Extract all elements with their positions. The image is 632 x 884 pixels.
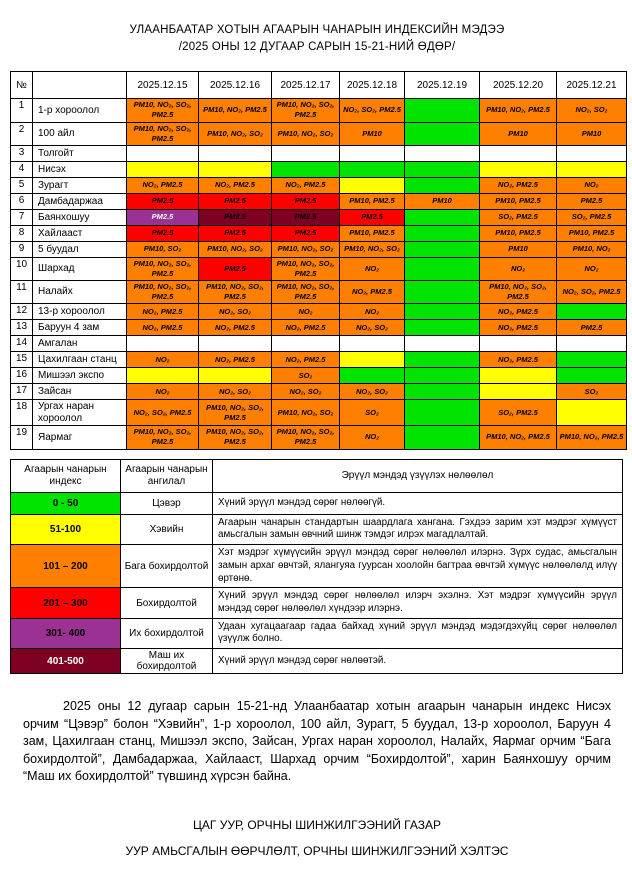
aqi-cell: NO₂, PM2.5 [199, 352, 272, 368]
station-name: Баруун 4 зам [33, 320, 127, 336]
aqi-cell: PM10, NO₂ [557, 241, 627, 257]
aqi-cell: NO₂ [340, 257, 405, 280]
station-number: 16 [11, 368, 33, 384]
aqi-cell [127, 368, 199, 384]
station-number: 17 [11, 384, 33, 400]
aqi-header-row [11, 72, 627, 99]
aqi-cell: PM2.5 [199, 209, 272, 225]
aqi-cell: NO₂, SO₂ [199, 304, 272, 320]
legend-effect: Хэт мэдрэг хүмүүсийн эрүүл мэндэд сөрөг нөлөөлөл илэрнэ. Зүрх судас, амьсгалын замын архаг өвчтэй, ялангуяа гуурсан хоолойн багтраа өвчтэй хүмүүс нөлөөлөлд илүү өртөнө. [213, 545, 623, 588]
aqi-cell: PM10, PM2.5 [340, 225, 405, 241]
aqi-cell: PM2.5 [340, 209, 405, 225]
aqi-cell [405, 304, 480, 320]
legend-effect: Удаан хугацаагаар гадаа байхад хүний эрүүл мэндэд мэдэгдэхүйц сөрөг нөлөөлөл үзүүлж болно. [213, 618, 623, 648]
aqi-cell: NO₂, SO₂, PM2.5 [127, 400, 199, 426]
aqi-cell: PM10, SO₂ [127, 241, 199, 257]
aqi-cell [340, 368, 405, 384]
legend-category: Бага бохирдолтой [121, 545, 213, 588]
aqi-legend-table [10, 459, 623, 675]
col-header-date: 2025.12.16 [199, 72, 272, 99]
aqi-row [11, 145, 627, 161]
aqi-cell: PM2.5 [272, 193, 340, 209]
station-number: 14 [11, 336, 33, 352]
aqi-cell: PM10, NO₂, SO₂, PM2.5 [127, 257, 199, 280]
aqi-cell: PM10, NO₂, SO₂ [272, 400, 340, 426]
legend-range: 101 – 200 [11, 545, 121, 588]
aqi-cell: NO₂ [340, 426, 405, 449]
legend-col-effect: Эрүүл мэндэд үзүүлэх нөлөөлөл [213, 459, 623, 492]
aqi-cell [340, 145, 405, 161]
aqi-row [11, 426, 627, 449]
station-number: 13 [11, 320, 33, 336]
legend-range: 401-500 [11, 649, 121, 674]
aqi-cell [480, 336, 557, 352]
station-name: 5 буудал [33, 241, 127, 257]
aqi-cell: PM10, PM2.5 [480, 193, 557, 209]
aqi-cell: SO₂, PM2.5 [480, 400, 557, 426]
aqi-cell [405, 281, 480, 304]
aqi-cell [405, 257, 480, 280]
station-name: Зайсан [33, 384, 127, 400]
summary-paragraph: 2025 оны 12 дугаар сарын 15-21-нд Улаанбаатар хотын агаарын чанарын индекс Нисэх орчим “Цэвэр” болон “Хэвийн”, 1-р хороолол, 100 айл, Зурагт, 5 буудал, 13-р хороолол, Баруун 4 зам, Цахилгаан станц, Мишээл экспо, Зайсан, Ургах наран хороолол, Налайх, Яармаг орчим “Бага бохирдолтой”, Дамбадаржаа, Хайлааст, Шархад орчим “Бохирдолтой”, харин Баянхошуу орчим “Маш их бохирдолтой” түвшинд хүрсэн байна. [23, 699, 611, 784]
aqi-cell: PM10, NO₂, PM2.5 [199, 99, 272, 122]
aqi-cell: NO₂ [127, 352, 199, 368]
aqi-table [10, 71, 627, 449]
aqi-row [11, 320, 627, 336]
aqi-cell: NO₂, PM2.5 [272, 352, 340, 368]
aqi-cell: PM2.5 [272, 225, 340, 241]
aqi-cell: NO₂, SO₂ [272, 384, 340, 400]
aqi-cell [127, 161, 199, 177]
aqi-cell: PM10, PM2.5 [557, 225, 627, 241]
aqi-cell [480, 145, 557, 161]
aqi-cell [199, 336, 272, 352]
aqi-cell [405, 177, 480, 193]
aqi-row [11, 336, 627, 352]
aqi-cell: PM10, NO₂, SO₂, PM2.5 [272, 99, 340, 122]
station-number: 2 [11, 122, 33, 145]
title-line-1: УЛААНБААТАР ХОТЫН АГААРЫН ЧАНАРЫН ИНДЕКСИЙН МЭДЭЭ [129, 24, 505, 36]
aqi-cell: PM10 [480, 241, 557, 257]
station-name: Баянхошуу [33, 209, 127, 225]
aqi-cell: PM2.5 [199, 193, 272, 209]
station-name: Нисэх [33, 161, 127, 177]
aqi-cell: PM10, NO₂, SO₂, PM2.5 [127, 281, 199, 304]
aqi-cell [405, 161, 480, 177]
station-name: 1-р хороолол [33, 99, 127, 122]
station-name: Налайх [33, 281, 127, 304]
aqi-cell: NO₂, PM2.5 [199, 177, 272, 193]
aqi-cell: PM10, NO₂, SO₂, PM2.5 [272, 426, 340, 449]
aqi-cell [340, 352, 405, 368]
aqi-cell: NO₂, PM2.5 [199, 320, 272, 336]
aqi-cell: PM10, NO₂, SO₂, PM2.5 [199, 281, 272, 304]
legend-effect: Хүний эрүүл мэндэд сөрөг нөлөөлөл илэрч эхэлнэ. Хэт мэдрэг хүмүүсийн эрүүл мэндэд сөрөг нөлөөлөл хүндээр илэрнэ. [213, 588, 623, 618]
legend-col-category: Агаарын чанарын ангилал [121, 459, 213, 492]
aqi-cell [405, 336, 480, 352]
col-header-no: № [11, 72, 33, 99]
legend-row [11, 618, 623, 648]
aqi-row [11, 368, 627, 384]
station-number: 5 [11, 177, 33, 193]
aqi-cell [405, 225, 480, 241]
station-name: 100 айл [33, 122, 127, 145]
aqi-cell: SO₂, PM2.5 [557, 209, 627, 225]
station-number: 15 [11, 352, 33, 368]
station-name: Яармаг [33, 426, 127, 449]
aqi-cell: PM2.5 [557, 320, 627, 336]
aqi-row [11, 400, 627, 426]
aqi-cell: NO₂ [557, 177, 627, 193]
aqi-cell: NO₂, SO₂ [557, 99, 627, 122]
station-name: Дамбадаржаа [33, 193, 127, 209]
legend-row [11, 545, 623, 588]
station-number: 9 [11, 241, 33, 257]
station-name: Амгалан [33, 336, 127, 352]
legend-effect: Хүний эрүүл мэндэд сөрөг нөлөөтэй. [213, 649, 623, 674]
footer-department: УУР АМЬСГАЛЫН ӨӨРЧЛӨЛТ, ОРЧНЫ ШИНЖИЛГЭЭНИЙ ХЭЛТЭС [125, 844, 509, 859]
station-name: Шархад [33, 257, 127, 280]
aqi-cell: PM10 [340, 122, 405, 145]
aqi-row [11, 225, 627, 241]
station-name: Зурагт [33, 177, 127, 193]
aqi-cell: PM10 [557, 122, 627, 145]
legend-category: Бохирдолтой [121, 588, 213, 618]
legend-header [11, 459, 623, 492]
col-header-date: 2025.12.17 [272, 72, 340, 99]
aqi-cell [272, 161, 340, 177]
aqi-row [11, 209, 627, 225]
aqi-cell: PM10, PM2.5 [340, 193, 405, 209]
station-name: Хайлааст [33, 225, 127, 241]
aqi-cell: PM10, NO₂, SO₂ [272, 122, 340, 145]
aqi-cell: PM2.5 [199, 225, 272, 241]
aqi-cell [557, 161, 627, 177]
aqi-cell: PM2.5 [199, 257, 272, 280]
station-number: 4 [11, 161, 33, 177]
aqi-row [11, 161, 627, 177]
aqi-cell [405, 145, 480, 161]
col-header-date: 2025.12.20 [480, 72, 557, 99]
aqi-cell [405, 122, 480, 145]
legend-row [11, 514, 623, 544]
aqi-cell: PM10, NO₂, SO₂, PM2.5 [127, 122, 199, 145]
col-header-date: 2025.12.18 [340, 72, 405, 99]
aqi-cell: PM10, NO₂, PM2.5 [480, 426, 557, 449]
aqi-cell [405, 241, 480, 257]
title-line-2: /2025 ОНЫ 12 ДУГААР САРЫН 15-21-НИЙ ӨДӨР/ [178, 40, 456, 53]
legend-effect: Хүний эрүүл мэндэд сөрөг нөлөөгүй. [213, 492, 623, 514]
station-number: 7 [11, 209, 33, 225]
aqi-cell: PM10, NO₂, SO₂, PM2.5 [199, 426, 272, 449]
aqi-cell: SO₂ [340, 400, 405, 426]
station-name: Ургах наран хороолол [33, 400, 127, 426]
legend-category: Хэвийн [121, 514, 213, 544]
aqi-cell [405, 426, 480, 449]
aqi-cell [340, 336, 405, 352]
aqi-row [11, 241, 627, 257]
aqi-cell: PM10, NO₂, PM2.5 [557, 426, 627, 449]
aqi-row [11, 193, 627, 209]
aqi-cell: PM10, NO₂, PM2.5 [480, 99, 557, 122]
aqi-cell [199, 368, 272, 384]
station-number: 19 [11, 426, 33, 449]
aqi-cell: PM2.5 [127, 209, 199, 225]
aqi-cell [480, 384, 557, 400]
station-number: 10 [11, 257, 33, 280]
aqi-row [11, 352, 627, 368]
col-header-date: 2025.12.15 [127, 72, 199, 99]
aqi-cell: NO₂ [480, 257, 557, 280]
legend-category: Цэвэр [121, 492, 213, 514]
aqi-cell: PM10, NO₂, SO₂ [272, 241, 340, 257]
aqi-cell [557, 336, 627, 352]
aqi-cell [272, 145, 340, 161]
footer [10, 812, 624, 865]
aqi-cell [340, 161, 405, 177]
aqi-cell: PM10, NO₂, SO₂, PM2.5 [480, 281, 557, 304]
station-number: 18 [11, 400, 33, 426]
aqi-cell [405, 320, 480, 336]
aqi-cell: PM10, NO₂, SO₂, PM2.5 [272, 281, 340, 304]
footer-agency: ЦАГ УУР, ОРЧНЫ ШИНЖИЛГЭЭНИЙ ГАЗАР [192, 817, 441, 832]
aqi-cell: NO₂, PM2.5 [127, 304, 199, 320]
station-number: 11 [11, 281, 33, 304]
aqi-cell: PM2.5 [272, 209, 340, 225]
aqi-cell: NO₂, SO₂, PM2.5 [340, 99, 405, 122]
aqi-cell: PM10 [405, 193, 480, 209]
legend-range: 201 – 300 [11, 588, 121, 618]
aqi-cell: PM10, NO₂, SO₂ [199, 241, 272, 257]
aqi-cell: NO₂ [340, 304, 405, 320]
legend-category: Их бохирдолтой [121, 618, 213, 648]
aqi-cell: NO₂ [557, 257, 627, 280]
legend-row [11, 588, 623, 618]
aqi-row [11, 281, 627, 304]
aqi-table-body [11, 99, 627, 449]
station-number: 12 [11, 304, 33, 320]
aqi-cell: NO₂, PM2.5 [340, 281, 405, 304]
page-title [10, 22, 624, 55]
aqi-cell: NO₂, PM2.5 [272, 177, 340, 193]
col-header-date: 2025.12.21 [557, 72, 627, 99]
aqi-cell: NO₂, PM2.5 [127, 177, 199, 193]
aqi-row [11, 177, 627, 193]
aqi-cell [557, 352, 627, 368]
station-number: 8 [11, 225, 33, 241]
aqi-cell: NO₂ [272, 304, 340, 320]
aqi-cell: NO₂, PM2.5 [127, 320, 199, 336]
aqi-cell: PM2.5 [557, 193, 627, 209]
aqi-cell: PM10, PM2.5 [480, 225, 557, 241]
aqi-cell [557, 368, 627, 384]
aqi-cell: PM10, NO₂, SO₂, PM2.5 [272, 257, 340, 280]
aqi-cell: NO₂, PM2.5 [480, 304, 557, 320]
station-name: 13-р хороолол [33, 304, 127, 320]
aqi-cell: NO₂, SO₂ [340, 320, 405, 336]
aqi-row [11, 99, 627, 122]
aqi-cell [340, 177, 405, 193]
aqi-cell [405, 368, 480, 384]
aqi-cell: PM10 [480, 122, 557, 145]
station-number: 6 [11, 193, 33, 209]
aqi-cell: PM10, NO₂, SO₂ [199, 122, 272, 145]
aqi-row [11, 384, 627, 400]
aqi-cell [199, 145, 272, 161]
aqi-cell [405, 352, 480, 368]
aqi-cell [127, 336, 199, 352]
aqi-cell [272, 336, 340, 352]
aqi-cell [405, 209, 480, 225]
station-name: Толгойт [33, 145, 127, 161]
aqi-cell [480, 161, 557, 177]
aqi-cell: NO₂, PM2.5 [480, 352, 557, 368]
aqi-cell [405, 384, 480, 400]
station-name: Мишээл экспо [33, 368, 127, 384]
aqi-cell: PM10, NO₂, SO₂, PM2.5 [127, 426, 199, 449]
legend-category: Маш их бохирдолтой [121, 649, 213, 674]
aqi-cell: NO₂, SO₂ [199, 384, 272, 400]
aqi-cell [557, 400, 627, 426]
legend-row [11, 492, 623, 514]
aqi-cell: NO₂, SO₂, PM2.5 [557, 281, 627, 304]
aqi-cell [127, 145, 199, 161]
aqi-cell: SO₂, PM2.5 [480, 209, 557, 225]
legend-range: 0 - 50 [11, 492, 121, 514]
aqi-cell [480, 368, 557, 384]
aqi-cell [405, 400, 480, 426]
aqi-cell: PM10, NO₂, SO₂ [340, 241, 405, 257]
aqi-cell [557, 304, 627, 320]
aqi-cell: SO₂ [557, 384, 627, 400]
aqi-cell: PM2.5 [127, 225, 199, 241]
legend-range: 51-100 [11, 514, 121, 544]
legend-effect: Агаарын чанарын стандартын шаардлага хангана. Гэхдээ зарим хэт мэдрэг хүмүүст амьсгалын замын өвчний шинж тэмдэг илрэх магадлалтай. [213, 514, 623, 544]
col-header-station [33, 72, 127, 99]
legend-range: 301- 400 [11, 618, 121, 648]
aqi-cell: PM10, NO₂, SO₂, PM2.5 [199, 400, 272, 426]
aqi-cell: NO₂, PM2.5 [480, 320, 557, 336]
station-name: Цахилгаан станц [33, 352, 127, 368]
station-number: 1 [11, 99, 33, 122]
aqi-row [11, 257, 627, 280]
legend-header-row [11, 459, 623, 492]
legend-col-index: Агаарын чанарын индекс [11, 459, 121, 492]
aqi-cell: PM10, NO₂, SO₂, PM2.5 [127, 99, 199, 122]
aqi-table-header [11, 72, 627, 99]
aqi-cell: PM2.5 [127, 193, 199, 209]
aqi-cell: NO₂, PM2.5 [480, 177, 557, 193]
aqi-cell: NO₂ [127, 384, 199, 400]
aqi-cell: SO₂ [272, 368, 340, 384]
aqi-cell [405, 99, 480, 122]
station-number: 3 [11, 145, 33, 161]
aqi-cell [557, 145, 627, 161]
aqi-cell: NO₂, PM2.5 [272, 320, 340, 336]
legend-row [11, 649, 623, 674]
col-header-date: 2025.12.19 [405, 72, 480, 99]
aqi-row [11, 304, 627, 320]
legend-body [11, 492, 623, 674]
aqi-row [11, 122, 627, 145]
aqi-cell [199, 161, 272, 177]
aqi-cell: NO₂, SO₂ [340, 384, 405, 400]
